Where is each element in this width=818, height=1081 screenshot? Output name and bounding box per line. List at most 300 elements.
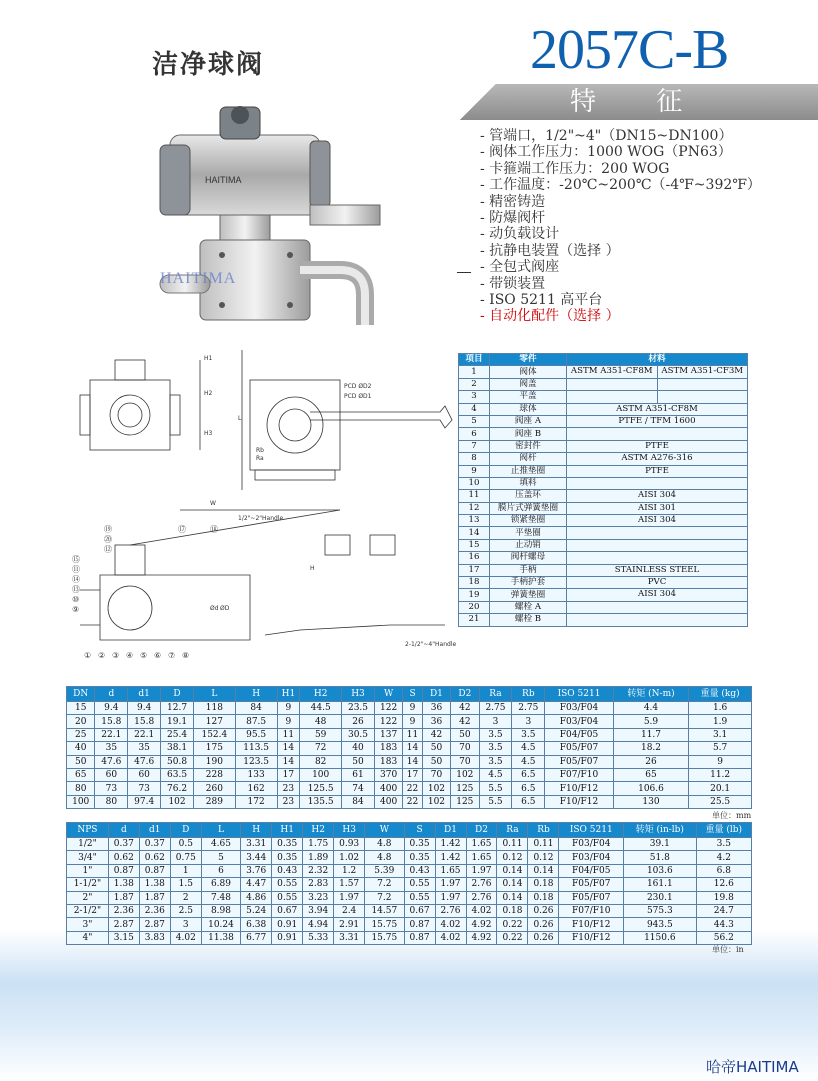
dim-cell: 63.5 <box>161 768 194 781</box>
dim-header-cell: Rb <box>512 687 545 702</box>
callout-bottom: ① <box>84 651 92 660</box>
materials-row <box>459 403 748 415</box>
dim-cell: 0.55 <box>272 878 303 891</box>
dim-cell: 12.7 <box>161 702 194 715</box>
dim-cell: 24.7 <box>696 904 751 917</box>
dim-cell: 3.1 <box>689 728 752 741</box>
dim-cell: 50 <box>422 742 450 755</box>
dim-cell: 9 <box>689 755 752 768</box>
materials-cell: 6 <box>459 428 490 440</box>
dim-cell: 1.97 <box>435 891 466 904</box>
dim-cell: F05/F07 <box>545 755 614 768</box>
callout-top: ⑬ <box>72 585 80 594</box>
materials-cell: 螺栓 B <box>490 614 567 626</box>
dim-cell: 3.5 <box>479 728 512 741</box>
dim-cell: 60 <box>128 768 161 781</box>
dim-cell: 0.22 <box>497 931 528 944</box>
dim-cell: 5 <box>201 851 240 864</box>
materials-cell <box>567 428 748 440</box>
feature-item: - 精密铸造 <box>480 193 546 210</box>
dim-cell: 4.92 <box>466 918 497 931</box>
dim-cell: 183 <box>374 755 402 768</box>
dim-cell: F10/F12 <box>559 918 624 931</box>
dim-cell: 44.3 <box>696 918 751 931</box>
materials-cell: 螺栓 A <box>490 601 567 613</box>
dim-cell: 15.8 <box>128 715 161 728</box>
dim-cell: F10/F12 <box>545 795 614 808</box>
imperial-dimension-table <box>66 822 752 945</box>
dim-cell: 103.6 <box>624 864 697 877</box>
feature-item: - 管端口，1/2"~4"（DN15~DN100） <box>480 128 733 144</box>
dim-cell: 0.14 <box>497 864 528 877</box>
dim-cell: 18.2 <box>613 742 688 755</box>
dim-cell: 9 <box>403 715 422 728</box>
dim-header-cell: H1 <box>277 687 300 702</box>
dim-cell: 0.18 <box>528 878 559 891</box>
dim-cell: 400 <box>374 782 402 795</box>
dim-cell: 50 <box>342 755 375 768</box>
materials-row <box>459 391 748 403</box>
dim-cell: 6.5 <box>512 768 545 781</box>
materials-cell <box>657 391 748 403</box>
dim-cell: 1.5 <box>170 878 201 891</box>
dim-cell: 4.65 <box>201 838 240 851</box>
dim-cell: 0.18 <box>497 904 528 917</box>
dim-cell: 70 <box>451 755 479 768</box>
dim-cell: 137 <box>374 728 402 741</box>
table-row <box>67 755 752 768</box>
callout-bottom: ⑦ <box>168 651 176 660</box>
materials-cell: PTFE <box>567 440 748 452</box>
dim-cell: 82 <box>300 755 342 768</box>
materials-row <box>459 577 748 589</box>
dim-cell: 190 <box>193 755 235 768</box>
feature-item: - 自动化配件（选择 ） <box>480 308 620 325</box>
dim-header-cell: ISO 5211 <box>545 687 614 702</box>
dim-cell: 5.5 <box>479 782 512 795</box>
table-row <box>67 728 752 741</box>
dim-cell: 3.5 <box>512 728 545 741</box>
materials-row <box>459 515 748 527</box>
dim-cell: 118 <box>193 702 235 715</box>
dim-cell: 3 <box>512 715 545 728</box>
dim-cell: F05/F07 <box>559 891 624 904</box>
materials-cell: 平垫圈 <box>490 527 567 539</box>
features-title: 特 征 <box>570 87 709 117</box>
dim-cell: 0.75 <box>170 851 201 864</box>
dim-cell: 0.87 <box>139 864 170 877</box>
table-row <box>67 878 752 891</box>
dim-cell: 14 <box>403 742 422 755</box>
dim-cell: 40 <box>67 742 95 755</box>
dim-cell: 2.76 <box>466 878 497 891</box>
metric-dimension-table <box>66 686 752 809</box>
dim-cell: 0.12 <box>528 851 559 864</box>
materials-cell: ASTM A276-316 <box>567 453 748 465</box>
dim-cell: 1.97 <box>334 891 365 904</box>
dim-cell: 228 <box>193 768 235 781</box>
dim-cell: 1.75 <box>303 838 334 851</box>
dim-cell: F03/F04 <box>559 838 624 851</box>
dim-cell: 1.89 <box>303 851 334 864</box>
dim-cell: 35 <box>95 742 128 755</box>
dim-cell: 0.14 <box>497 878 528 891</box>
dim-cell: 84 <box>342 795 375 808</box>
dim-cell: 48 <box>300 715 342 728</box>
dim-cell: F05/F07 <box>545 742 614 755</box>
callout-top: ⑳ <box>104 535 112 544</box>
dim-cell: 3.94 <box>303 904 334 917</box>
dim-cell: 50 <box>451 728 479 741</box>
table-row <box>67 768 752 781</box>
dim-cell: F07/F10 <box>545 768 614 781</box>
dim-cell: 1.97 <box>466 864 497 877</box>
dim-cell: 61 <box>342 768 375 781</box>
dim-cell: 2" <box>67 891 109 904</box>
dim-header-cell: H <box>235 687 277 702</box>
label-pcd-d1: PCD ØD1 <box>344 393 372 400</box>
materials-row <box>459 366 748 378</box>
materials-cell: 12 <box>459 502 490 514</box>
dim-header-cell: d1 <box>128 687 161 702</box>
materials-row <box>459 428 748 440</box>
dim-header-cell: D <box>161 687 194 702</box>
dim-cell: 4.5 <box>479 768 512 781</box>
dim-cell: 2.87 <box>108 918 139 931</box>
dim-cell: 8.98 <box>201 904 240 917</box>
callout-top: ⑭ <box>72 575 80 584</box>
dim-cell: 65 <box>613 768 688 781</box>
callout-top: ⑲ <box>104 525 112 534</box>
dim-cell: 1.87 <box>139 891 170 904</box>
label-l: L <box>238 415 242 422</box>
dim-cell: 9.4 <box>95 702 128 715</box>
materials-cell: 锁紧垫圈 <box>490 515 567 527</box>
metric-unit: 单位：mm <box>712 811 752 820</box>
features-list <box>480 128 810 325</box>
materials-cell: 手柄护套 <box>490 577 567 589</box>
dim-cell: 1-1/2" <box>67 878 109 891</box>
dim-cell: 70 <box>422 768 450 781</box>
dim-cell: F04/F05 <box>559 864 624 877</box>
dim-cell: 0.35 <box>272 838 303 851</box>
materials-row <box>459 490 748 502</box>
dim-cell: 1150.6 <box>624 931 697 944</box>
label-h1: H1 <box>204 355 213 362</box>
materials-cell <box>567 539 748 551</box>
dim-cell: 73 <box>95 782 128 795</box>
dim-cell: 152.4 <box>193 728 235 741</box>
table-row <box>67 782 752 795</box>
dim-cell: 87.5 <box>235 715 277 728</box>
materials-cell: 17 <box>459 564 490 576</box>
materials-cell <box>657 378 748 390</box>
materials-cell: 11 <box>459 490 490 502</box>
materials-cell: 阀盖 <box>490 378 567 390</box>
dim-cell: 0.62 <box>108 851 139 864</box>
materials-cell: 膜片式弹簧垫圈 <box>490 502 567 514</box>
callout-top: ⑫ <box>104 545 112 554</box>
dim-cell: 22.1 <box>128 728 161 741</box>
dim-cell: 4.8 <box>365 851 404 864</box>
footer-brand: 哈帝HAITIMA <box>706 1058 799 1076</box>
dim-cell: 123.5 <box>235 755 277 768</box>
materials-cell: 球体 <box>490 403 567 415</box>
dim-cell: 0.18 <box>528 891 559 904</box>
dim-cell: F03/F04 <box>559 851 624 864</box>
table-row <box>67 864 752 877</box>
materials-cell: 手柄 <box>490 564 567 576</box>
dim-cell: 5.5 <box>479 795 512 808</box>
dim-cell: 370 <box>374 768 402 781</box>
dim-cell: 30.5 <box>342 728 375 741</box>
dim-cell: F04/F05 <box>545 728 614 741</box>
table-row <box>67 715 752 728</box>
dim-cell: F07/F10 <box>559 904 624 917</box>
dim-header-cell: D2 <box>466 823 497 838</box>
dim-cell: 5.9 <box>613 715 688 728</box>
materials-row <box>459 415 748 427</box>
dim-cell: 0.26 <box>528 931 559 944</box>
dim-header-cell: H1 <box>272 823 303 838</box>
dim-cell: 11.2 <box>689 768 752 781</box>
dim-cell: 4.47 <box>241 878 272 891</box>
callout-bottom: ⑧ <box>182 651 190 660</box>
feature-item: - 抗静电装置（选择 ） <box>480 242 620 259</box>
dim-header-cell: D <box>170 823 201 838</box>
materials-cell: 14 <box>459 527 490 539</box>
dim-cell: 3.5 <box>479 742 512 755</box>
dim-cell: 35 <box>128 742 161 755</box>
dim-header-cell: H2 <box>300 687 342 702</box>
table-row <box>67 795 752 808</box>
materials-cell: 压盖环 <box>490 490 567 502</box>
materials-cell: STAINLESS STEEL <box>567 564 748 576</box>
dim-cell: 172 <box>235 795 277 808</box>
dim-cell: 0.43 <box>272 864 303 877</box>
materials-row <box>459 527 748 539</box>
dim-cell: 4.5 <box>512 742 545 755</box>
materials-cell: 10 <box>459 477 490 489</box>
dim-header-cell: Rb <box>528 823 559 838</box>
dim-cell: 42 <box>422 728 450 741</box>
dim-cell: 12.6 <box>696 878 751 891</box>
materials-cell: 21 <box>459 614 490 626</box>
label-ra: Ra <box>256 455 264 462</box>
materials-cell: ASTM A351-CF3M <box>657 366 748 378</box>
dim-cell: 44.5 <box>300 702 342 715</box>
dim-cell: 1.42 <box>435 838 466 851</box>
dim-cell: 51.8 <box>624 851 697 864</box>
materials-cell: PTFE / TFM 1600 <box>567 415 748 427</box>
materials-table <box>458 353 748 627</box>
callout-top: ⑱ <box>210 525 218 534</box>
dim-cell: 3.15 <box>108 931 139 944</box>
dim-cell: 11.7 <box>613 728 688 741</box>
dim-cell: 4.02 <box>170 931 201 944</box>
materials-cell: AISI 304 <box>567 515 748 527</box>
dim-cell: 0.67 <box>272 904 303 917</box>
dim-cell: 161.1 <box>624 878 697 891</box>
dim-cell: 15.75 <box>365 918 404 931</box>
dim-cell: 5.39 <box>365 864 404 877</box>
dim-cell: 4.86 <box>241 891 272 904</box>
materials-cell: 阀座 B <box>490 428 567 440</box>
materials-header-item: 项目 <box>459 354 490 366</box>
dim-cell: 74 <box>342 782 375 795</box>
dim-cell: 289 <box>193 795 235 808</box>
label-d-small: Ød <box>210 605 219 612</box>
materials-cell: 7 <box>459 440 490 452</box>
list-dash-mark <box>457 272 471 273</box>
dim-cell: 3.83 <box>139 931 170 944</box>
dim-cell: 50 <box>422 755 450 768</box>
dim-cell: 3/4" <box>67 851 109 864</box>
dim-cell: 4.92 <box>466 931 497 944</box>
dim-cell: 80 <box>67 782 95 795</box>
dim-cell: 125 <box>451 782 479 795</box>
callout-bottom: ④ <box>126 651 134 660</box>
materials-cell <box>567 391 658 403</box>
dim-cell: 162 <box>235 782 277 795</box>
photo-watermark: HAITIMA <box>160 270 237 287</box>
dim-cell: 2-1/2" <box>67 904 109 917</box>
table-row <box>67 702 752 715</box>
dim-cell: 4" <box>67 931 109 944</box>
materials-cell <box>567 601 748 613</box>
handle-note-small: 1/2"~2"Handle <box>238 515 284 522</box>
table-row <box>67 851 752 864</box>
dim-cell: 6.8 <box>696 864 751 877</box>
dim-cell: 4.8 <box>365 838 404 851</box>
dim-cell: 5.33 <box>303 931 334 944</box>
dim-cell: 9 <box>277 715 300 728</box>
materials-cell <box>567 378 658 390</box>
dim-cell: 0.35 <box>272 851 303 864</box>
dim-cell: 15 <box>67 702 95 715</box>
dim-cell: 9 <box>277 702 300 715</box>
dim-cell: 5.7 <box>689 742 752 755</box>
dim-cell: 14 <box>403 755 422 768</box>
dim-header-cell: d <box>95 687 128 702</box>
materials-cell <box>567 614 748 626</box>
dim-header-cell: H2 <box>303 823 334 838</box>
dim-cell: 2.76 <box>435 904 466 917</box>
dim-cell: 0.37 <box>108 838 139 851</box>
dim-cell: 1 <box>170 864 201 877</box>
materials-cell: AISI 304 <box>567 589 748 601</box>
dim-cell: 47.6 <box>95 755 128 768</box>
materials-cell: 阀杆 <box>490 453 567 465</box>
dim-cell: 9 <box>403 702 422 715</box>
dim-header-cell: Ra <box>497 823 528 838</box>
dim-cell: 14.57 <box>365 904 404 917</box>
dim-cell: 0.26 <box>528 904 559 917</box>
dim-cell: 11.38 <box>201 931 240 944</box>
dim-cell: 1.02 <box>334 851 365 864</box>
label-pcd-d2: PCD ØD2 <box>344 383 372 390</box>
dim-cell: 1" <box>67 864 109 877</box>
table-row <box>67 931 752 944</box>
dim-header-cell: S <box>403 687 422 702</box>
dim-cell: 19.1 <box>161 715 194 728</box>
dim-cell: 0.26 <box>528 918 559 931</box>
dim-cell: 0.67 <box>404 904 435 917</box>
dim-cell: 14 <box>277 755 300 768</box>
dim-cell: 42 <box>451 702 479 715</box>
dim-header-cell: D2 <box>451 687 479 702</box>
dim-cell: 4.5 <box>512 755 545 768</box>
feature-item: - 全包式阀座 <box>480 259 560 276</box>
dim-cell: 2 <box>170 891 201 904</box>
materials-row <box>459 601 748 613</box>
materials-row <box>459 378 748 390</box>
dim-cell: 3 <box>170 918 201 931</box>
dim-cell: 0.5 <box>170 838 201 851</box>
dim-cell: 130 <box>613 795 688 808</box>
dim-cell: 106.6 <box>613 782 688 795</box>
feature-item: - 卡箍端工作压力：200 WOG <box>480 160 670 177</box>
dim-cell: 7.2 <box>365 891 404 904</box>
dim-cell: 1.65 <box>466 838 497 851</box>
dim-cell: 3" <box>67 918 109 931</box>
materials-cell: 止动销 <box>490 539 567 551</box>
dim-cell: 1.42 <box>435 851 466 864</box>
dim-cell: 0.43 <box>404 864 435 877</box>
dim-cell: 22 <box>403 782 422 795</box>
dim-cell: 1.65 <box>466 851 497 864</box>
dim-cell: 6.38 <box>241 918 272 931</box>
dim-header-cell: H3 <box>342 687 375 702</box>
dim-header-cell: Ra <box>479 687 512 702</box>
dim-header-cell: S <box>404 823 435 838</box>
dim-cell: 2.87 <box>139 918 170 931</box>
dim-cell: 0.91 <box>272 931 303 944</box>
dim-cell: 3.76 <box>241 864 272 877</box>
dim-cell: 102 <box>451 768 479 781</box>
materials-cell: 止推垫圈 <box>490 465 567 477</box>
dim-header-cell: H3 <box>334 823 365 838</box>
actuator-brand-label: HAITIMA <box>205 175 242 185</box>
dim-cell: F05/F07 <box>559 878 624 891</box>
callout-bottom: ⑤ <box>140 651 148 660</box>
dim-cell: 122 <box>374 715 402 728</box>
dim-cell: 135.5 <box>300 795 342 808</box>
dim-cell: 25.4 <box>161 728 194 741</box>
dim-cell: 4.02 <box>435 918 466 931</box>
dim-cell: 50 <box>67 755 95 768</box>
dim-cell: 1.9 <box>689 715 752 728</box>
dim-cell: 102 <box>161 795 194 808</box>
dim-header-cell: d1 <box>139 823 170 838</box>
materials-cell <box>567 477 748 489</box>
dim-cell: 3.23 <box>303 891 334 904</box>
materials-cell: 2 <box>459 378 490 390</box>
materials-cell: 阀体 <box>490 366 567 378</box>
dim-cell: 26 <box>342 715 375 728</box>
dim-cell: 39.1 <box>624 838 697 851</box>
dim-cell: 1/2" <box>67 838 109 851</box>
dim-header-cell: 重量 (lb) <box>696 823 751 838</box>
dim-cell: 4.94 <box>303 918 334 931</box>
dim-cell: F10/F12 <box>559 931 624 944</box>
dim-cell: 3.5 <box>696 838 751 851</box>
dim-cell: 3.31 <box>241 838 272 851</box>
callout-bottom: ② <box>98 651 106 660</box>
materials-row <box>459 453 748 465</box>
imperial-unit: 单位：in <box>712 945 744 954</box>
dim-cell: 1.38 <box>108 878 139 891</box>
